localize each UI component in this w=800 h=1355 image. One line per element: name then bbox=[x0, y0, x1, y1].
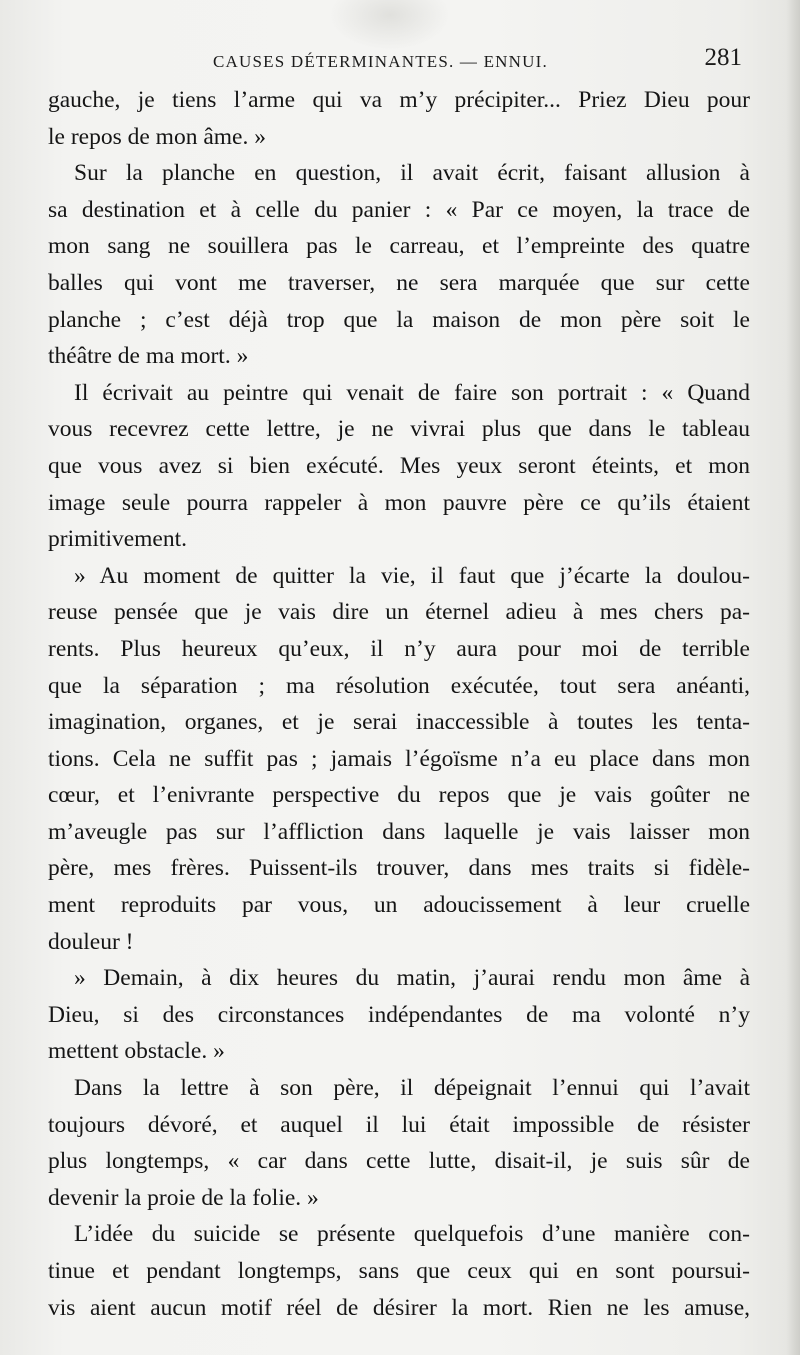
text-line: planche ; c’est déjà trop que la maison de mon père soit le bbox=[48, 306, 750, 333]
text-line: le repos de mon âme. » bbox=[48, 123, 266, 150]
paper-stain bbox=[330, 0, 450, 50]
text-line: cœur, et l’enivrante perspective du repos que je vais goûter ne bbox=[48, 782, 750, 809]
text-line: rents. Plus heureux qu’eux, il n’y aura pour moi de terrible bbox=[48, 635, 750, 662]
text-line: reuse pensée que je vais dire un éternel adieu à mes chers pa- bbox=[48, 599, 750, 626]
text-line: mettent obstacle. » bbox=[48, 1038, 225, 1065]
text-line: devenir la proie de la folie. » bbox=[48, 1184, 319, 1211]
text-line: balles qui vont me traverser, ne sera marquée que sur cette bbox=[48, 269, 750, 296]
text-line: L’idée du suicide se présente quelquefois d’une manière con- bbox=[74, 1221, 750, 1248]
text-line: vous recevrez cette lettre, je ne vivrai plus que dans le tableau bbox=[48, 416, 750, 443]
body-text bbox=[48, 82, 750, 1326]
text-line: père, mes frères. Puissent-ils trouver, dans mes traits si fidèle- bbox=[48, 855, 750, 882]
text-line: douleur ! bbox=[48, 928, 134, 955]
text-line: Dieu, si des circonstances indépendantes de ma volonté n’y bbox=[48, 1001, 750, 1028]
text-line: que la séparation ; ma résolution exécutée, tout sera anéanti, bbox=[48, 672, 750, 699]
text-line: tinue et pendant longtemps, sans que ceux qui en sont poursui- bbox=[48, 1258, 750, 1284]
running-title: CAUSES DÉTERMINANTES. — ENNUI. bbox=[213, 52, 548, 71]
text-line: » Demain, à dix heures du matin, j’aurai rendu mon âme à bbox=[74, 965, 750, 992]
text-line: Il écrivait au peintre qui venait de faire son portrait : « Quand bbox=[74, 379, 750, 406]
text-line: toujours dévoré, et auquel il lui était impossible de résister bbox=[48, 1111, 750, 1138]
text-line: Dans la lettre à son père, il dépeignait l’ennui qui l’avait bbox=[74, 1075, 750, 1102]
text-line: primitivement. bbox=[48, 526, 188, 553]
text-line: que vous avez si bien exécuté. Mes yeux seront éteints, et mon bbox=[48, 452, 750, 479]
text-line: imagination, organes, et je serai inaccessible à toutes les tenta- bbox=[48, 709, 750, 736]
text-line: plus longtemps, « car dans cette lutte, disait-il, je suis sûr de bbox=[48, 1148, 750, 1175]
text-line: image seule pourra rappeler à mon pauvre père ce qu’ils étaient bbox=[48, 489, 750, 516]
text-line: gauche, je tiens l’arme qui va m’y précipiter... Priez Dieu pour bbox=[48, 87, 750, 113]
text-line: vis aient aucun motif réel de désirer la mort. Rien ne les amuse, bbox=[48, 1294, 750, 1321]
page-number: 281 bbox=[704, 44, 742, 71]
text-line: » Au moment de quitter la vie, il faut que j’écarte la doulou- bbox=[74, 562, 750, 589]
text-line: sa destination et à celle du panier : « Par ce moyen, la trace de bbox=[48, 196, 750, 223]
text-line: ment reproduits par vous, un adoucissement à leur cruelle bbox=[48, 892, 750, 919]
text-line: tions. Cela ne suffit pas ; jamais l’égoïsme n’a eu place dans mon bbox=[48, 745, 750, 772]
text-line: Sur la planche en question, il avait écrit, faisant allusion à bbox=[74, 160, 750, 187]
running-head bbox=[48, 44, 748, 78]
text-line: m’aveugle pas sur l’affliction dans laquelle je vais laisser mon bbox=[48, 818, 750, 845]
text-line: mon sang ne souillera pas le carreau, et l’empreinte des quatre bbox=[48, 233, 750, 260]
page-edge-shadow bbox=[786, 0, 800, 1355]
text-line: théâtre de ma mort. » bbox=[48, 343, 249, 370]
